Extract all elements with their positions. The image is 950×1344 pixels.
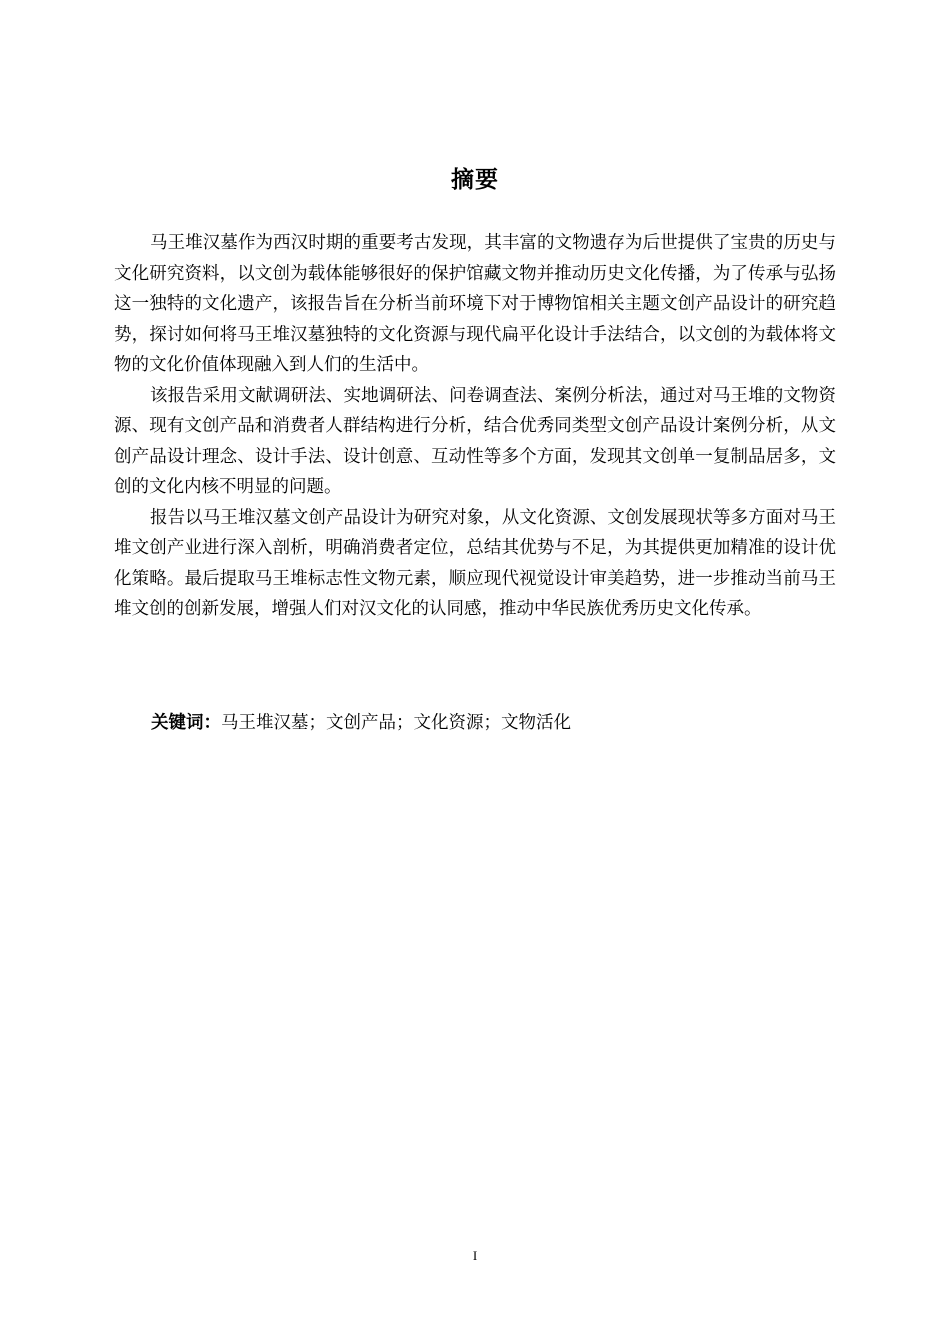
keywords-text: 马王堆汉墓；文创产品；文化资源；文物活化 xyxy=(221,713,571,733)
abstract-body xyxy=(114,228,836,625)
keywords-label: 关键词： xyxy=(151,713,221,733)
abstract-paragraph-3: 报告以马王堆汉墓文创产品设计为研究对象，从文化资源、文创发展现状等多方面对马王堆文创产业进行深入剖析，明确消费者定位，总结其优势与不足，为其提供更加精准的设计优化策略。最后提取马王堆标志性文物元素，顺应现代视觉设计审美趋势，进一步推动当前马王堆文创的创新发展，增强人们对汉文化的认同感，推动中华民族优秀历史文化传承。 xyxy=(114,507,836,619)
abstract-title: 摘要 xyxy=(451,167,499,193)
page-number: I xyxy=(472,1248,478,1263)
abstract-paragraph-2: 该报告采用文献调研法、实地调研法、问卷调查法、案例分析法，通过对马王堆的文物资源、现有文创产品和消费者人群结构进行分析，结合优秀同类型文创产品设计案例分析，从文创产品设计理念、设计手法、设计创意、互动性等多个方面，发现其文创单一复制品居多，文创的文化内核不明显的问题。 xyxy=(114,385,836,497)
abstract-paragraph-1: 马王堆汉墓作为西汉时期的重要考古发现，其丰富的文物遗存为后世提供了宝贵的历史与文化研究资料，以文创为载体能够很好的保护馆藏文物并推动历史文化传播，为了传承与弘扬这一独特的文化遗产，该报告旨在分析当前环境下对于博物馆相关主题文创产品设计的研究趋势，探讨如何将马王堆汉墓独特的文化资源与现代扁平化设计手法结合，以文创的为载体将文物的文化价值体现融入到人们的生活中。 xyxy=(114,233,836,375)
keywords-line xyxy=(151,708,836,738)
